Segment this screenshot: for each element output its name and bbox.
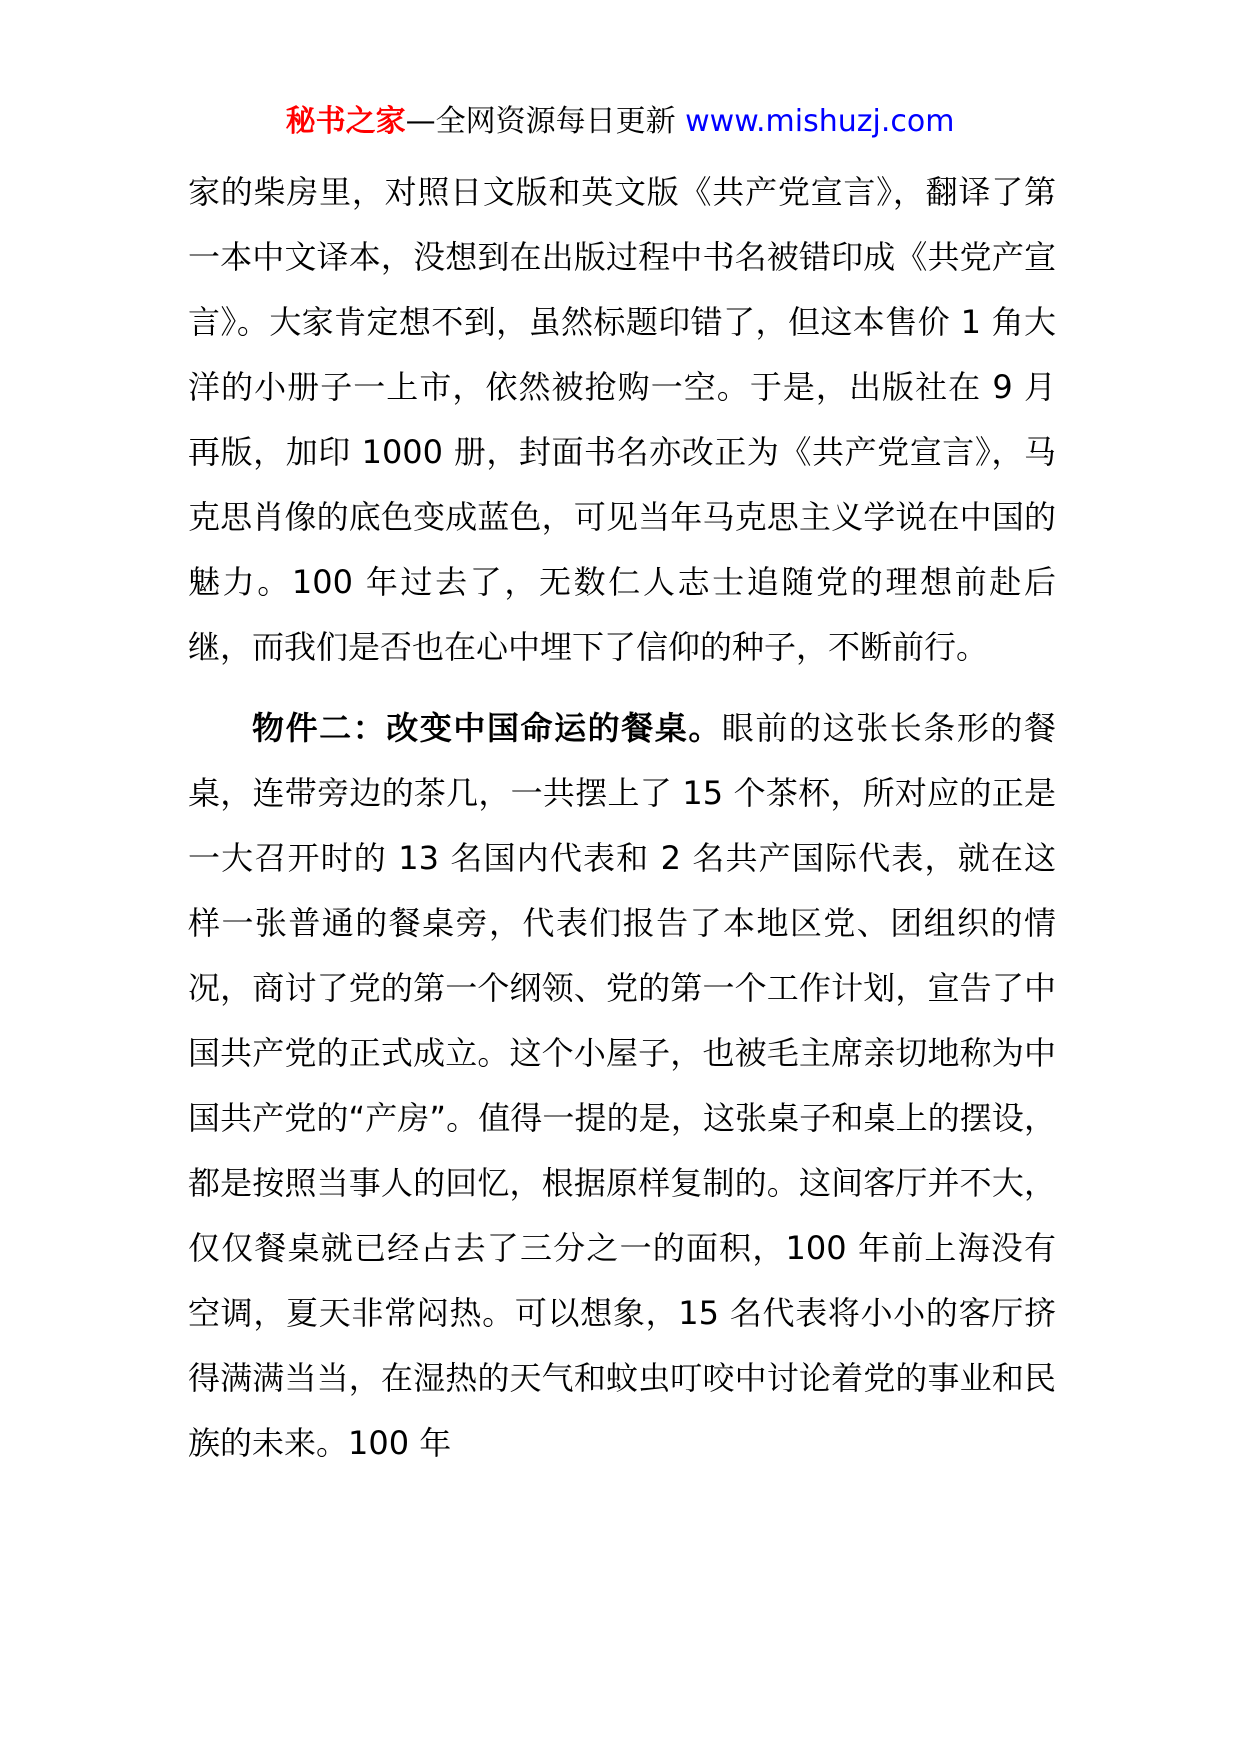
site-url-link[interactable]: www.mishuzj.com [685, 104, 955, 139]
document-body [188, 160, 1056, 1476]
site-brand: 秘书之家 [285, 104, 406, 139]
site-header [0, 100, 1240, 144]
paragraph-1: 家的柴房里，对照日文版和英文版《共产党宣言》，翻译了第一本中文译本，没想到在出版过程中书名被错印成《共党产宣言》。大家肯定想不到，虽然标题印错了，但这本售价 1 角大洋的小册子一上市，依然被抢购一空。于是，出版社在 9 月再版，加印 1000 册，封面书名亦改正为《共产党宣言》，马克思肖像的底色变成蓝色，可见当年马克思主义学说在中国的魅力。100 年过去了，无数仁人志士追随党的理想前赴后继，而我们是否也在心中埋下了信仰的种子，不断前行。 [188, 173, 1056, 666]
section-heading: 物件二：改变中国命运的餐桌。 [252, 709, 722, 747]
site-slogan: —全网资源每日更新 [405, 104, 676, 139]
paragraph-2-text: 眼前的这张长条形的餐桌，连带旁边的茶几，一共摆上了 15 个茶杯，所对应的正是一大召开时的 13 名国内代表和 2 名共产国际代表，就在这样一张普通的餐桌旁，代表们报告了本地区党、团组织的情况，商讨了党的第一个纲领、党的第一个工作计划，宣告了中国共产党的正式成立。这个小屋子，也被毛主席亲切地称为中国共产党的“产房”。值得一提的是，这张桌子和桌上的摆设，都是按照当事人的回忆，根据原样复制的。这间客厅并不大，仅仅餐桌就已经占去了三分之一的面积，100 年前上海没有空调，夏天非常闷热。可以想象，15 名代表将小小的客厅挤得满满当当，在湿热的天气和蚊虫叮咬中讨论着党的事业和民族的未来。100 年 [188, 709, 1056, 1462]
paragraph-2 [188, 696, 1056, 1476]
